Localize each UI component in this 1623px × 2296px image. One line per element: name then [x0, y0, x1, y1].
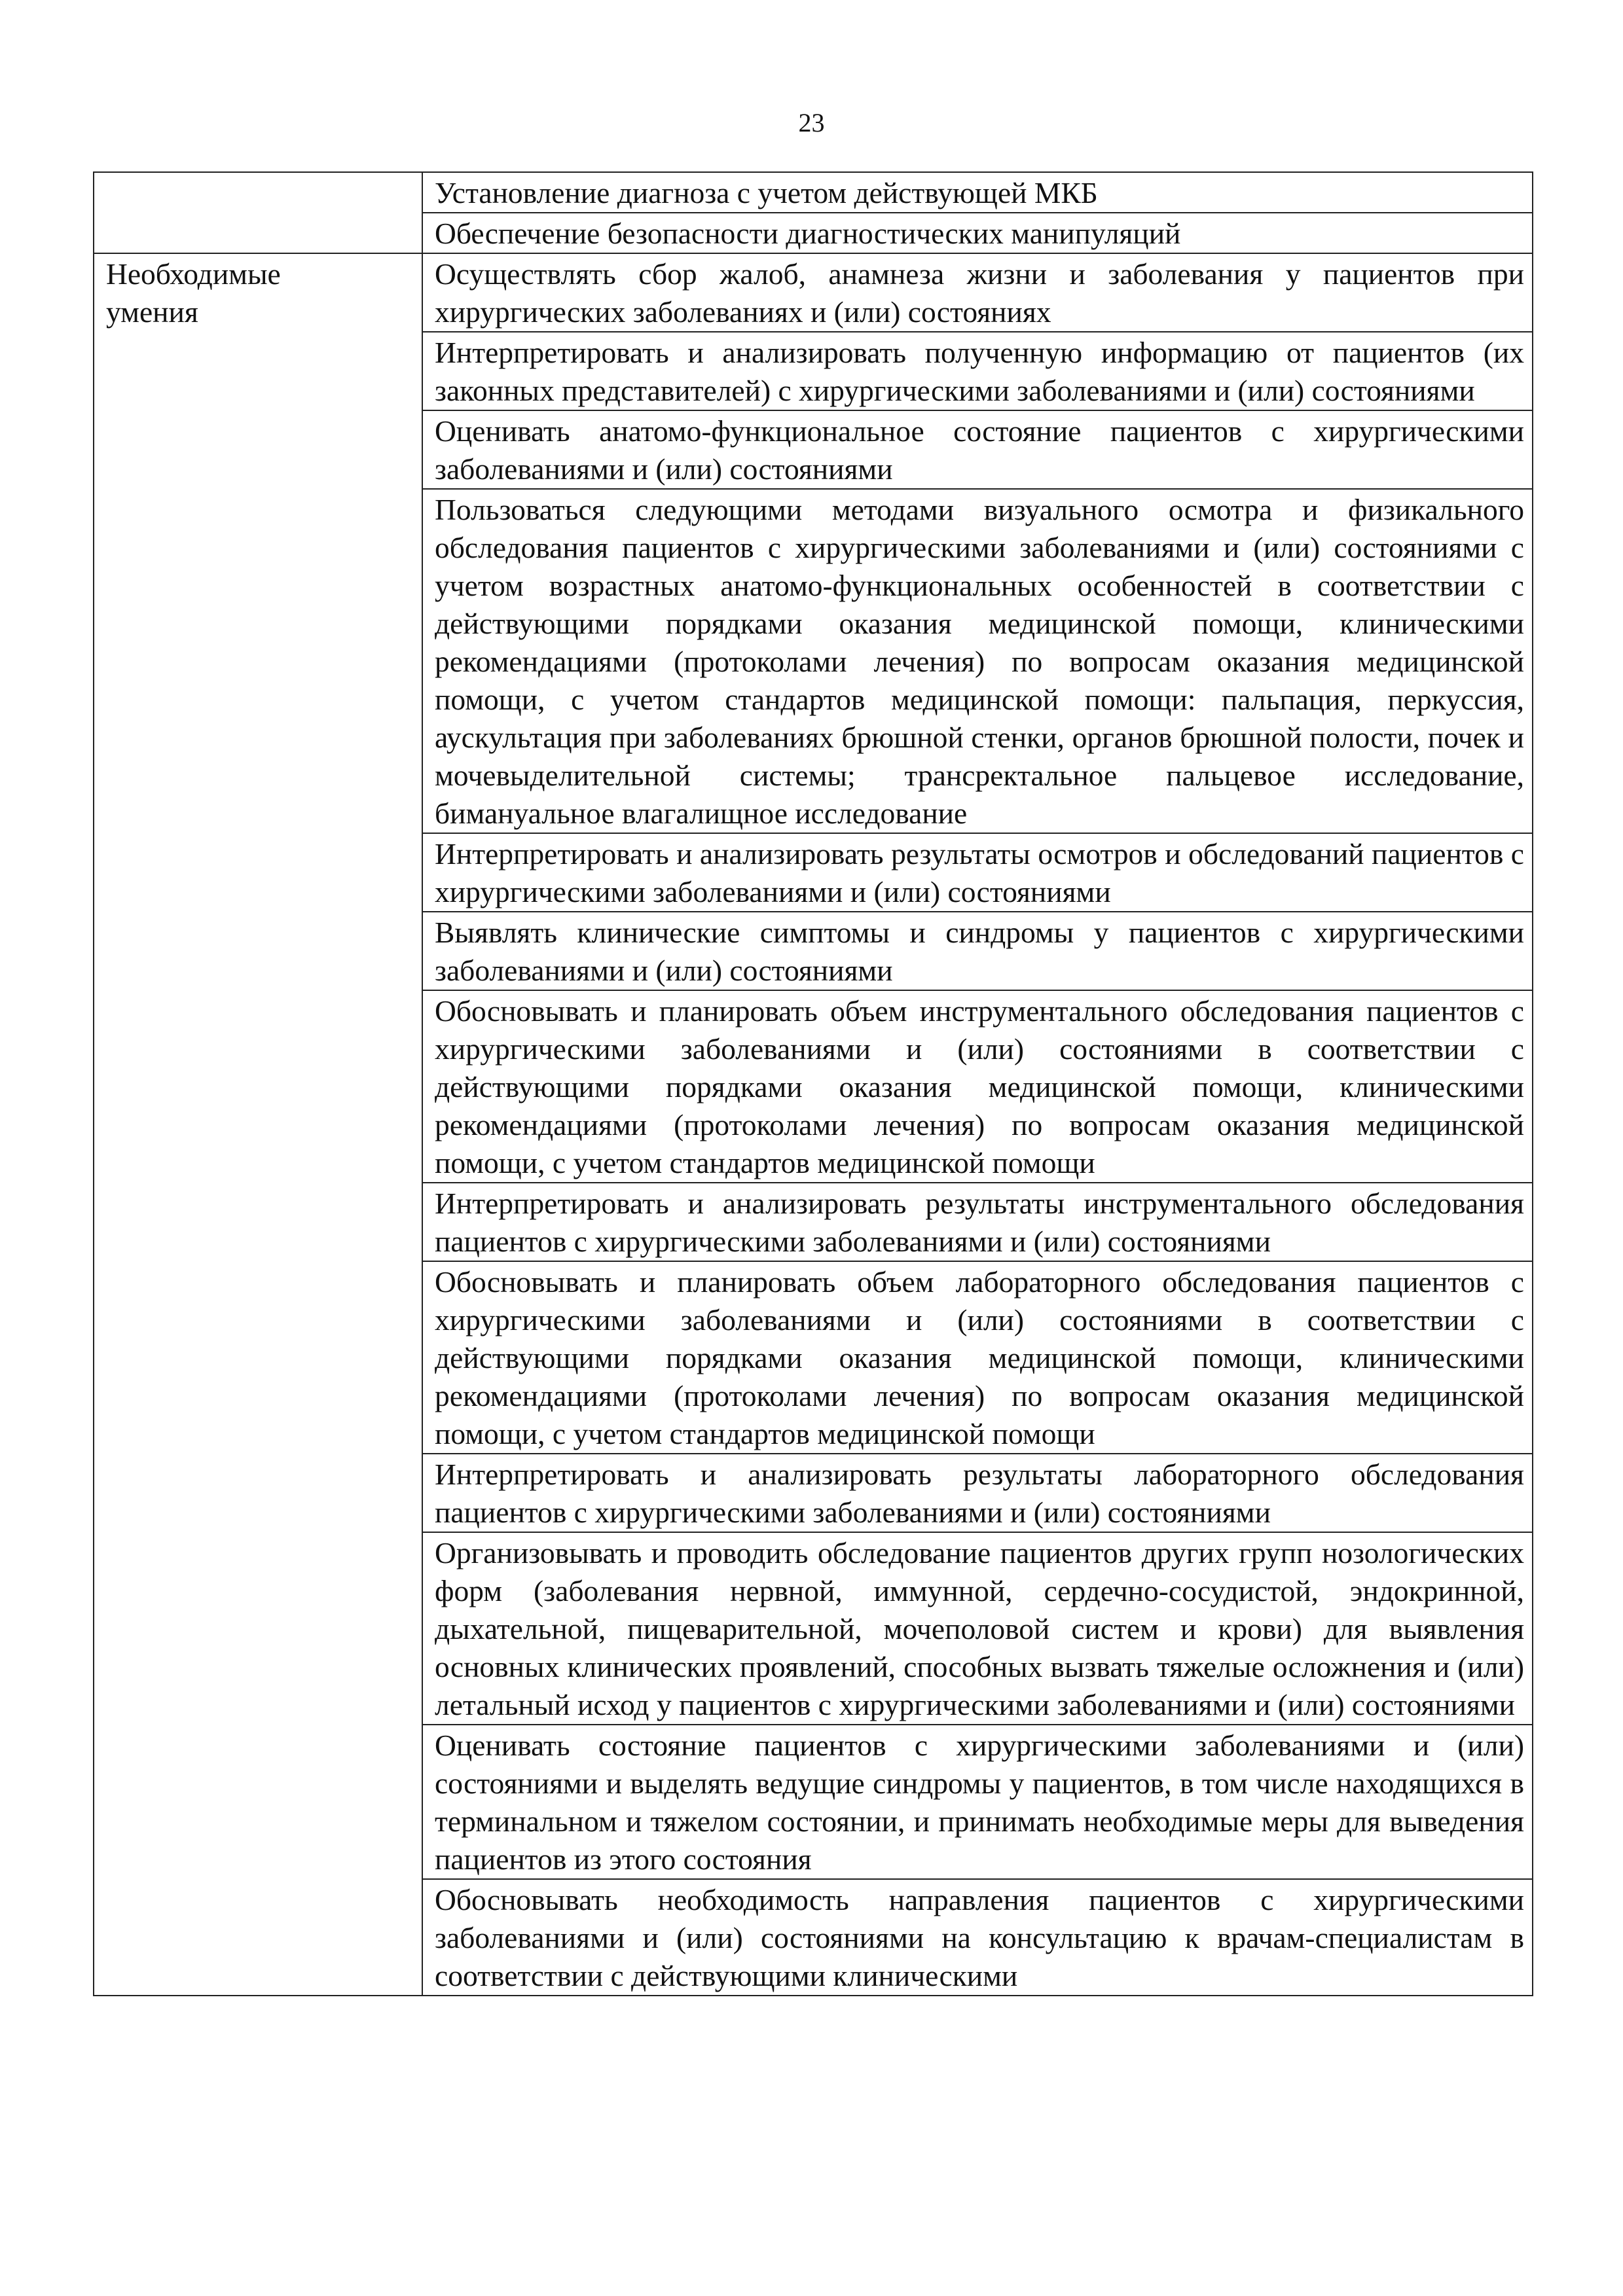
skill-cell: Осуществлять сбор жалоб, анамнеза жизни и заболевания у пациентов при хирургических заболеваниях и (или) состояниях: [422, 253, 1533, 332]
skill-cell: Обосновывать и планировать объем инструментального обследования пациентов с хирургическими заболеваниями и (или) состояниями в соответствии с действующими порядками оказания медицинской помощи, клиническими рекомендациями (протоколами лечения) по вопросам оказания медицинской помощи, с учетом стандартов медицинской помощи: [422, 990, 1533, 1183]
skill-cell: Интерпретировать и анализировать результаты осмотров и обследований пациентов с хирургическими заболеваниями и (или) состояниями: [422, 833, 1533, 912]
skill-cell: Обосновывать необходимость направления пациентов с хирургическими заболеваниями и (или) состояниями на консультацию к врачам-специалистам в соответствии с действующими клиническими: [422, 1879, 1533, 1996]
competency-table: [93, 171, 1533, 1996]
table-cell: Обеспечение безопасности диагностических манипуляций: [422, 213, 1533, 253]
skill-cell: Пользоваться следующими методами визуального осмотра и физикального обследования пациентов с хирургическими заболеваниями и (или) состояниями с учетом возрастных анатомо-функциональных особенностей в соответствии с действующими порядками оказания медицинской помощи, клиническими рекомендациями (протоколами лечения) по вопросам оказания медицинской помощи, с учетом стандартов медицинской помощи: пальпация, перкуссия, аускультация при заболеваниях брюшной стенки, органов брюшной полости, почек и мочевыделительной системы; трансректальное пальцевое исследование, бимануальное влагалищное исследование: [422, 489, 1533, 833]
empty-label-cell: [94, 172, 422, 253]
skill-cell: Оценивать состояние пациентов с хирургическими заболеваниями и (или) состояниями и выделять ведущие синдромы у пациентов, в том числе находящихся в терминальном и тяжелом состоянии, и принимать необходимые меры для выведения пациентов из этого состояния: [422, 1725, 1533, 1879]
section-label-cell: [94, 253, 422, 1996]
table-row: [94, 253, 1533, 332]
table-row: [94, 172, 1533, 213]
skill-cell: Интерпретировать и анализировать результаты лабораторного обследования пациентов с хирургическими заболеваниями и (или) состояниями: [422, 1454, 1533, 1532]
section-label-line: умения: [106, 295, 198, 329]
skill-cell: Оценивать анатомо-функциональное состояние пациентов с хирургическими заболеваниями и (или) состояниями: [422, 410, 1533, 489]
skill-cell: Интерпретировать и анализировать полученную информацию от пациентов (их законных представителей) с хирургическими заболеваниями и (или) состояниями: [422, 332, 1533, 410]
page-number: 23: [798, 108, 825, 137]
skill-cell: Выявлять клинические симптомы и синдромы у пациентов с хирургическими заболеваниями и (или) состояниями: [422, 912, 1533, 990]
skill-cell: Обосновывать и планировать объем лабораторного обследования пациентов с хирургическими заболеваниями и (или) состояниями в соответствии с действующими порядками оказания медицинской помощи, клиническими рекомендациями (протоколами лечения) по вопросам оказания медицинской помощи, с учетом стандартов медицинской помощи: [422, 1261, 1533, 1454]
skill-cell: Организовывать и проводить обследование пациентов других групп нозологических форм (заболевания нервной, иммунной, сердечно-сосудистой, эндокринной, дыхательной, пищеварительной, мочеполовой систем и крови) для выявления основных клинических проявлений, способных вызвать тяжелые осложнения и (или) летальный исход у пациентов с хирургическими заболеваниями и (или) состояниями: [422, 1532, 1533, 1725]
table-cell: Установление диагноза с учетом действующей МКБ: [422, 172, 1533, 213]
section-label-line: Необходимые: [106, 257, 281, 291]
skill-cell: Интерпретировать и анализировать результаты инструментального обследования пациентов с хирургическими заболеваниями и (или) состояниями: [422, 1183, 1533, 1261]
